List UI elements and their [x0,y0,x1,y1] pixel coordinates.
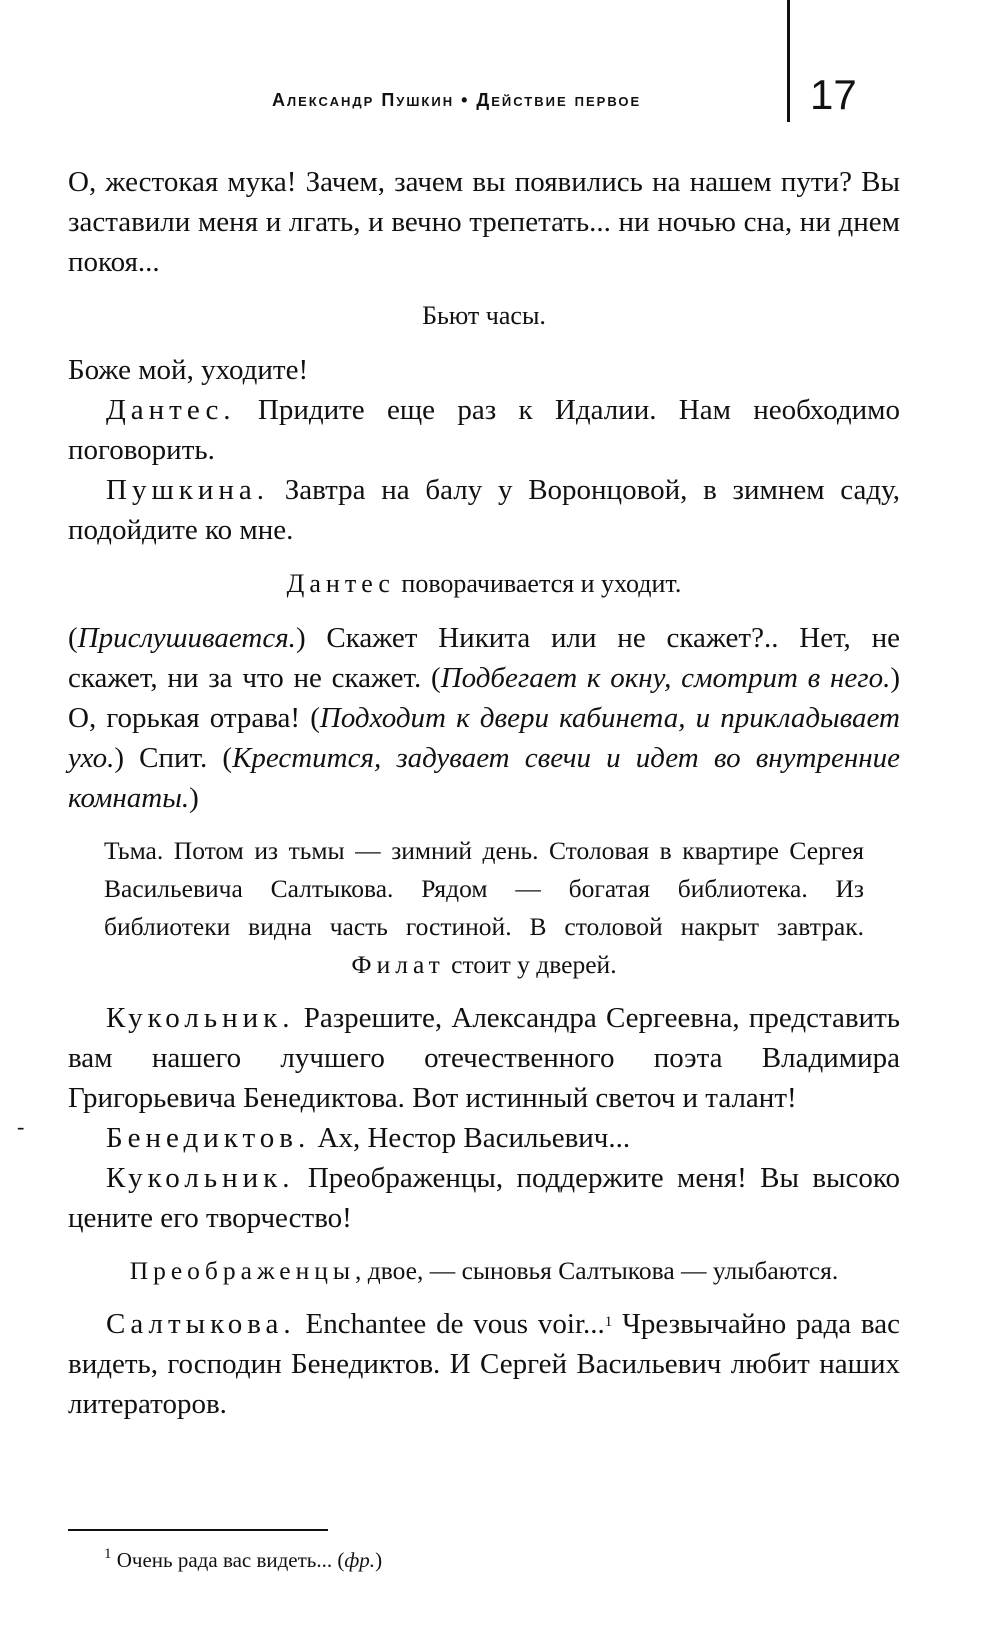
page-number: 17 [810,71,857,118]
speaker-name: Пушкина. [106,474,270,506]
stage-direction-3 [68,832,900,984]
italic-direction: Подходит к двери кабинета, и прикладывает ухо. [68,702,900,774]
paragraph-6 [68,998,900,1118]
paragraph-2: Боже мой, уходите! [68,354,309,386]
stage-text: , двое, — сыновья Салтыкова — улыбаются. [355,1256,839,1285]
footnote-marker: 1 [104,1546,112,1562]
speaker-name: Салтыкова. [106,1308,296,1340]
character-name: Филат [351,950,445,979]
text-run: ( [68,622,78,654]
footnote-text: ) [375,1548,383,1572]
speech: Преображенцы, поддержите меня! Вы высоко цените его творчество! [68,1162,900,1234]
stage-direction-2 [68,564,900,604]
paragraph-4 [68,470,900,550]
paragraph-8 [68,1158,900,1238]
footnote-italic: фр. [344,1548,376,1572]
italic-direction: Прислушивается. [77,622,296,654]
speech: Придите еще раз к Идалии. Нам необходимо поговорить. [68,394,900,466]
text-run: ) [189,782,199,814]
footnote-ref: 1 [604,1314,613,1330]
text-run: ) О, горькая отрава! ( [68,662,900,734]
paragraph-7 [68,1118,900,1158]
speech: Enchantee de vous voir... [295,1308,605,1340]
italic-direction: Крестится, задувает свечи и идет во внутренние комнаты. [68,742,900,814]
margin-mark: - [17,1114,25,1139]
footnote-text: Очень рада вас видеть... ( [111,1548,345,1572]
character-name: Дантес [286,569,395,598]
stage-direction-1: Бьют часы. [422,301,546,330]
stage-text: стоит у дверей. [444,950,617,979]
speech: Разрешите, Александра Сергеевна, представить вам нашего лучшего отечественного поэта Владимира Григорьевича Бенедиктова. Вот истинный светоч и талант! [68,1002,900,1114]
text-run: ) Скажет Никита или не скажет?.. Нет, не скажет, ни за что не скажет. ( [68,622,900,694]
stage-direction-4 [68,1252,900,1290]
footnote-rule [68,1529,328,1531]
speaker-name: Кукольник. [106,1162,295,1194]
paragraph-5 [68,618,900,818]
speech: Чрезвычайно рада вас видеть, господин Бенедиктов. И Сергей Васильевич любит наших литераторов. [68,1308,900,1420]
speaker-name: Бенедиктов. [106,1122,311,1154]
footnote [104,1548,382,1573]
text-run: ) Спит. ( [114,742,233,774]
speaker-name: Дантес. [106,394,236,426]
speaker-name: Кукольник. [106,1002,295,1034]
speech: Завтра на балу у Воронцовой, в зимнем саду, подойдите ко мне. [68,474,900,546]
paragraph-9 [68,1304,900,1424]
stage-text: Тьма. Потом из тьмы — зимний день. Столовая в квартире Сергея Васильевича Салтыкова. Рядом — богатая библиотека. Из библиотеки видна часть гостиной. В столовой накрыт завтрак. [104,836,864,941]
speech: Ах, Нестор Васильевич... [310,1122,631,1154]
character-name: Преображенцы [129,1256,356,1285]
running-head: Александр Пушкин • Действие первое [272,90,642,110]
paragraph-3 [68,390,900,470]
paragraph-1: О, жестокая мука! Зачем, зачем вы появились на нашем пути? Вы заставили меня и лгать, и вечно трепетать... ни ночью сна, ни днем покоя... [68,166,900,278]
italic-direction: Подбегает к окну, смотрит в него. [440,662,891,694]
stage-text: поворачивается и уходит. [394,569,682,598]
body-text [68,162,900,1424]
header-vertical-rule [787,0,790,122]
